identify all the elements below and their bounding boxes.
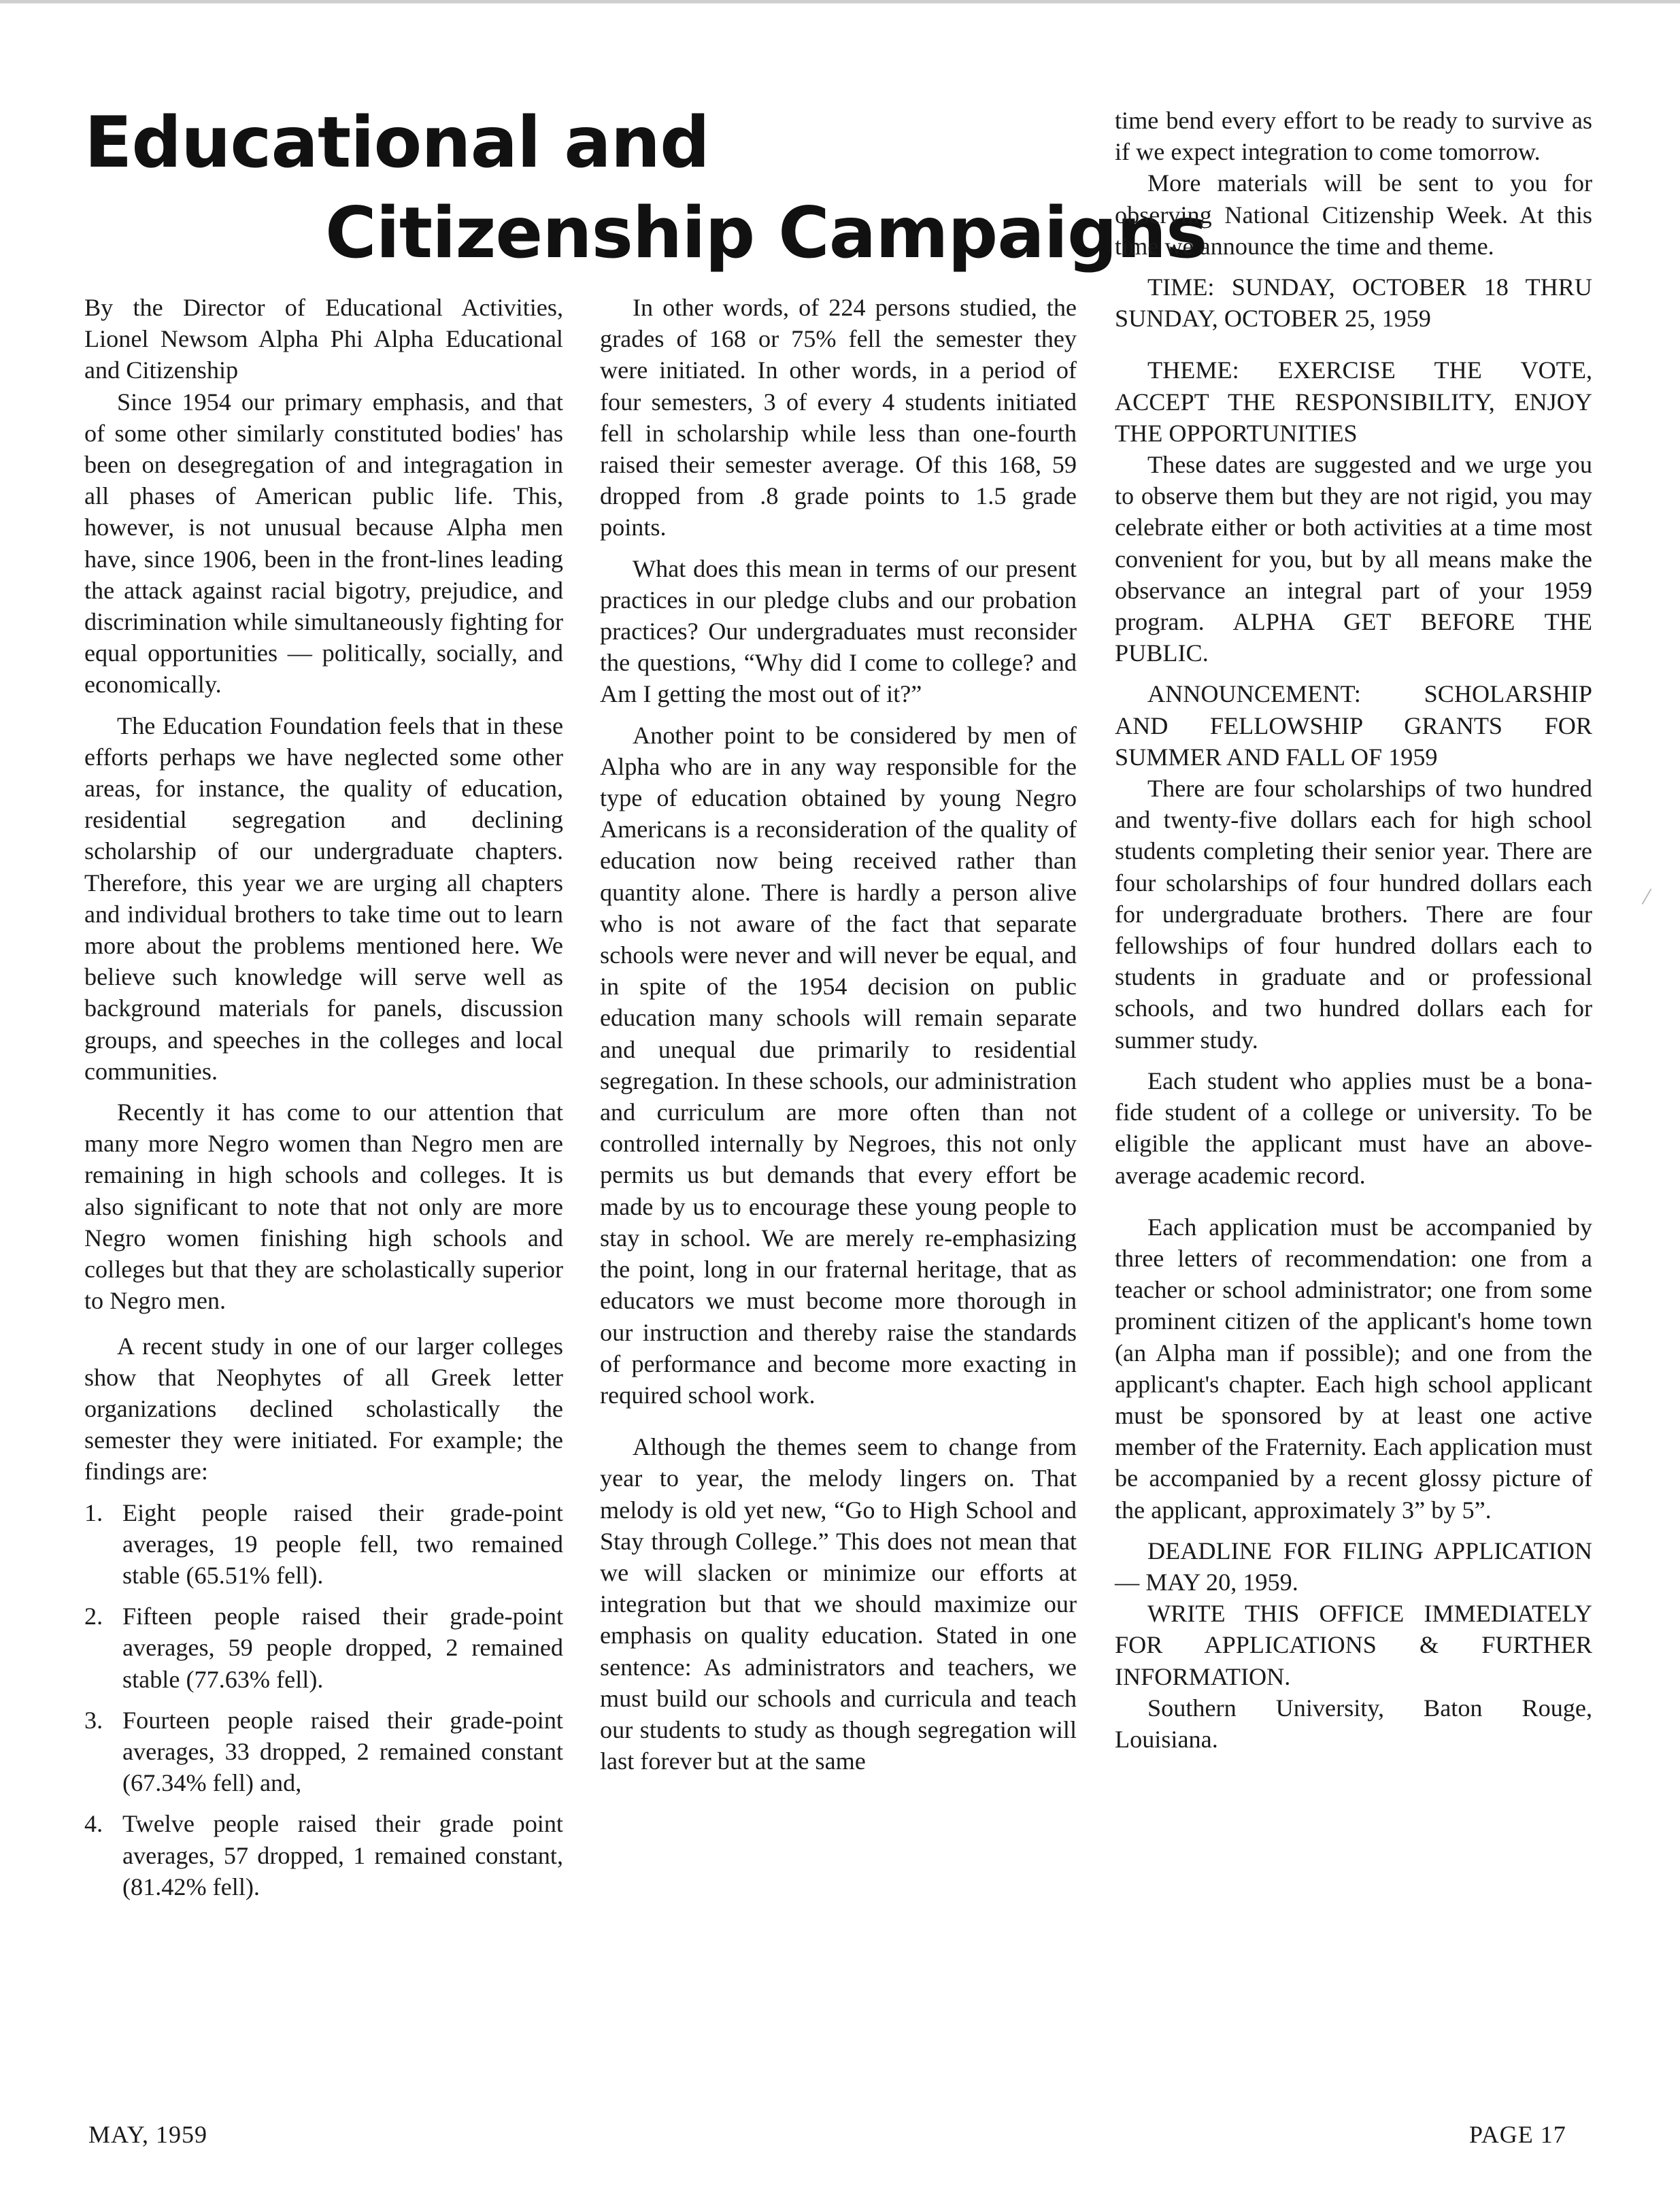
byline: By the Director of Educational Activities, Lionel Newsom Alpha Phi Alpha Educational and Citizenship	[84, 294, 563, 384]
paragraph: More materials will be sent to you for observing National Citizenship Week. At this time we announce the time and theme.	[1115, 169, 1592, 260]
event-time: TIME: SUNDAY, OCTOBER 18 THRU SUNDAY, OCTOBER 25, 1959	[1115, 273, 1592, 333]
headline-line-1: Educational and	[84, 102, 709, 184]
paragraph: Each application must be accompanied by three letters of recommendation: one from a teacher or school administrator; one from some prominent citizen of the applicant's home town (an Alpha man if possible); and one from the applicant's chapter. Each high school applicant must be sponsored by at least one active member of the Fraternity. Each application must be accompanied by a recent glossy picture of the applicant, approximately 3” by 5”.	[1115, 1213, 1592, 1524]
finding-item	[84, 1705, 563, 1799]
paragraph: Another point to be considered by men of Alpha who are in any way responsible for the type of education obtained by young Negro Americans is a reconsideration of the quality of education now being received rather than quantity alone. There is hardly a person alive who is not aware of the fact that separate schools were never and will never be equal, and in spite of the 1954 decision on public education many schools will remain separate and unequal due primarily to residential segregation. In these schools, our administration and curriculum are more often than not controlled internally by Negroes, this not only permits us but demands that every effort be made by us to encourage these young people to stay in school. We are merely re-emphasizing the point, long in our fraternal heritage, that as educators we must become more thorough in our instruction and thereby raise the standards of performance and become more exacting in required school work.	[600, 721, 1077, 1409]
finding-text: Eight people raised their grade-point averages, 19 people fell, two remained stable (65.51% fell).	[122, 1498, 563, 1589]
finding-number: 3.	[84, 1706, 103, 1734]
column-2	[600, 292, 1077, 1777]
paragraph: Each student who applies must be a bona-fide student of a college or university. To be eligible the applicant must have an above-average academic record.	[1115, 1067, 1592, 1189]
finding-text: Fifteen people raised their grade-point averages, 59 people dropped, 2 remained stable (77.63% fell).	[122, 1603, 563, 1693]
finding-number: 4.	[84, 1810, 103, 1838]
paragraph: In other words, of 224 persons studied, the grades of 168 or 75% fell the semester they were initiated. In other words, in a period of four semesters, 3 of every 4 students initiated fell in scholarship while less than one-fourth raised their semester average. Of this 168, 59 dropped from .8 grade points to 1.5 grade points.	[600, 294, 1077, 541]
page-number: PAGE 17	[1469, 2121, 1566, 2148]
paragraph: Recently it has come to our attention that many more Negro women than Negro men are remaining in high schools and colleges. It is also significant to note that not only are more Negro women finishing high schools and colleges but that they are scholastically superior to Negro men.	[84, 1099, 563, 1315]
paragraph: Although the themes seem to change from year to year, the melody lingers on. That melody is old yet new, “Go to High School and Stay through College.” This does not mean that we will slacken or minimize our efforts at integration but that we should maximize our emphasis on quality education. Stated in one sentence: As administrators and teachers, we must build our schools and curricula and teach our students to study as though segregation will last forever but at the same	[600, 1433, 1077, 1775]
issue-date: MAY, 1959	[88, 2121, 208, 2148]
finding-item	[84, 1808, 563, 1903]
column-3	[1115, 105, 1592, 1755]
finding-item	[84, 1601, 563, 1695]
paragraph: time bend every effort to be ready to survive as if we expect integration to come tomorrow.	[1115, 107, 1592, 166]
deadline-notice: DEADLINE FOR FILING APPLICATION — MAY 20, 1959.	[1115, 1537, 1592, 1596]
paragraph: What does this mean in terms of our present practices in our pledge clubs and our probation practices? Our undergraduates must reconsider the questions, “Why did I come to college? and Am I getting the most out of it?”	[600, 554, 1077, 708]
finding-text: Twelve people raised their grade point averages, 57 dropped, 1 remained constant, (81.42% fell).	[122, 1810, 563, 1900]
column-1	[84, 292, 563, 1903]
paragraph: The Education Foundation feels that in these efforts perhaps we have neglected some other areas, for instance, the quality of education, residential segregation and declining scholarship of our undergraduate chapters. Therefore, this year we are urging all chapters and individual brothers to take time out to learn more about the problems mentioned here. We believe such knowledge will serve well as background materials for panels, discussion groups, and speeches in the colleges and local communities.	[84, 711, 563, 1085]
address: Southern University, Baton Rouge, Louisiana.	[1115, 1694, 1592, 1753]
page-mark	[1642, 888, 1652, 905]
event-theme: THEME: EXERCISE THE VOTE, ACCEPT THE RESPONSIBILITY, ENJOY THE OPPORTUNITIES	[1115, 356, 1592, 447]
finding-number: 2.	[84, 1603, 103, 1630]
top-rule	[0, 0, 1680, 3]
announcement-heading: ANNOUNCEMENT: SCHOLARSHIP AND FELLOWSHIP GRANTS FOR SUMMER AND FALL OF 1959	[1115, 680, 1592, 771]
paragraph: These dates are suggested and we urge you to observe them but they are not rigid, you may celebrate either or both activities at a time most convenient for you, but by all means make the observance an integral part of your 1959 program. ALPHA GET BEFORE THE PUBLIC.	[1115, 451, 1592, 667]
finding-number: 1.	[84, 1498, 103, 1526]
finding-item	[84, 1497, 563, 1592]
finding-text: Fourteen people raised their grade-point averages, 33 dropped, 2 remained constant (67.34% fell) and,	[122, 1706, 563, 1797]
paragraph: A recent study in one of our larger colleges show that Neophytes of all Greek letter organizations declined scholastically the semester they were initiated. For example; the findings are:	[84, 1332, 563, 1486]
headline-line-2: Citizenship Campaigns	[325, 192, 1207, 274]
paragraph: There are four scholarships of two hundred and twenty-five dollars each for high school students completing their senior year. There are four scholarships of four hundred dollars each for undergraduate brothers. There are four fellowships of four hundred dollars each to students in graduate and or professional schools, and two hundred dollars each for summer study.	[1115, 775, 1592, 1054]
write-notice: WRITE THIS OFFICE IMMEDIATELY FOR APPLICATIONS & FURTHER INFORMATION.	[1115, 1600, 1592, 1690]
paragraph: Since 1954 our primary emphasis, and that of some other similarly constituted bodies' has been on desegregation of and integragation in all phases of American public life. This, however, is not unusual because Alpha men have, since 1906, been in the front-lines leading the attack against racial bigotry, prejudice, and discrimination while simultaneously fighting for equal opportunities — politically, socially, and economically.	[84, 388, 563, 699]
